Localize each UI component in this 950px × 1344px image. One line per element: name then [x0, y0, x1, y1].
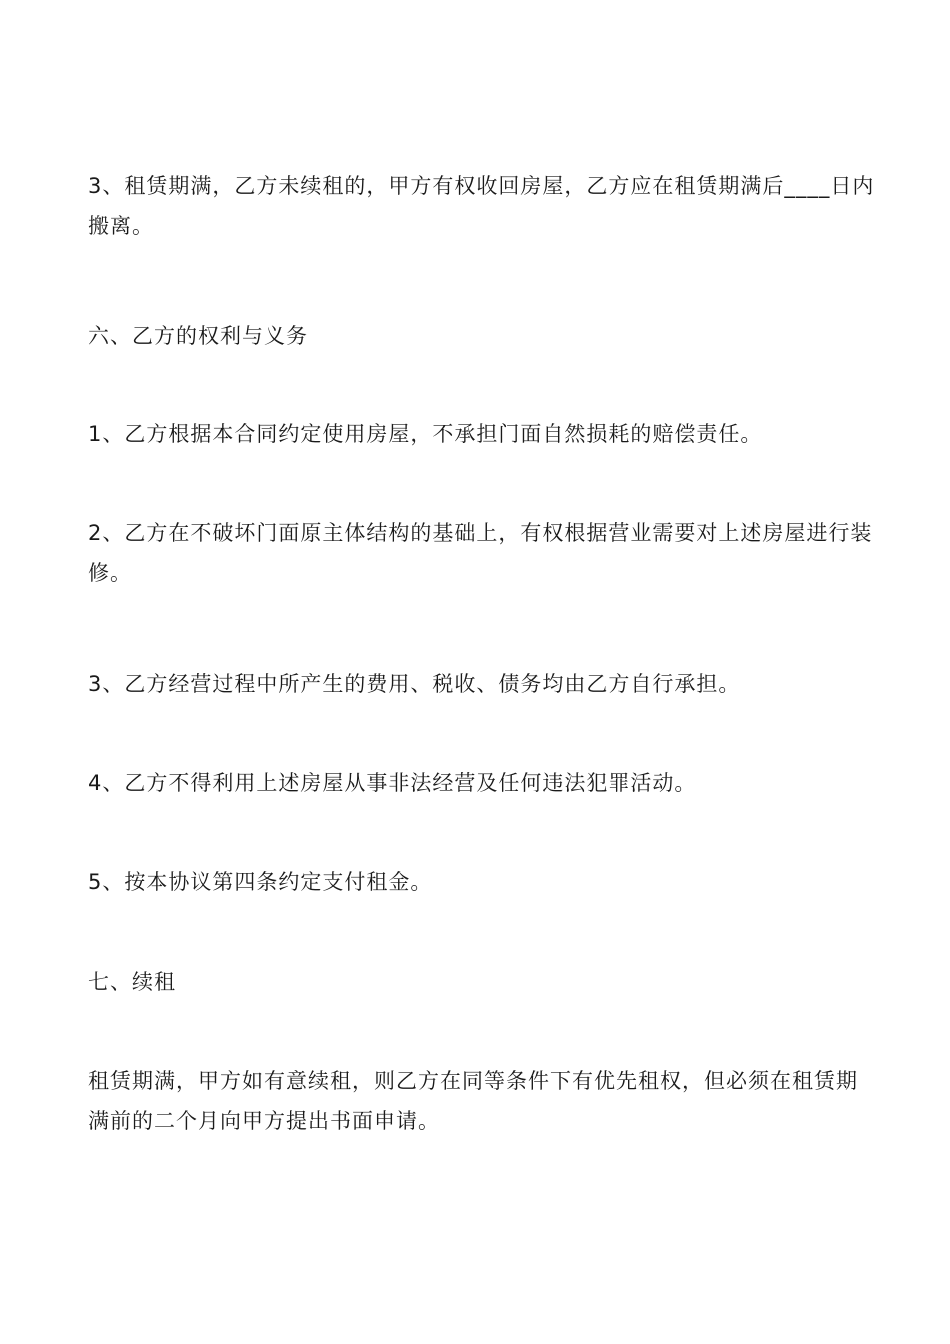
clause-1-use-of-premises: 1、乙方根据本合同约定使用房屋，不承担门面自然损耗的赔偿责任。 [88, 422, 763, 446]
section-heading-six: 六、乙方的权利与义务 [88, 324, 308, 348]
clause-5-pay-rent: 5、按本协议第四条约定支付租金。 [88, 870, 433, 894]
clause-2-renovation: 2、乙方在不破坏门面原主体结构的基础上，有权根据营业需要对上述房屋进行装修。 [88, 521, 873, 585]
clause-3-lease-expiry: 3、租赁期满，乙方未续租的，甲方有权收回房屋，乙方应在租赁期满后____日内搬离。 [88, 174, 875, 238]
renewal-clause: 租赁期满，甲方如有意续租，则乙方在同等条件下有优先租权，但必须在租赁期满前的二个月向甲方提出书面申请。 [88, 1069, 858, 1133]
section-heading-seven: 七、续租 [88, 970, 176, 994]
clause-3-expenses: 3、乙方经营过程中所产生的费用、税收、债务均由乙方自行承担。 [88, 672, 741, 696]
clause-4-legal-use: 4、乙方不得利用上述房屋从事非法经营及任何违法犯罪活动。 [88, 771, 697, 795]
